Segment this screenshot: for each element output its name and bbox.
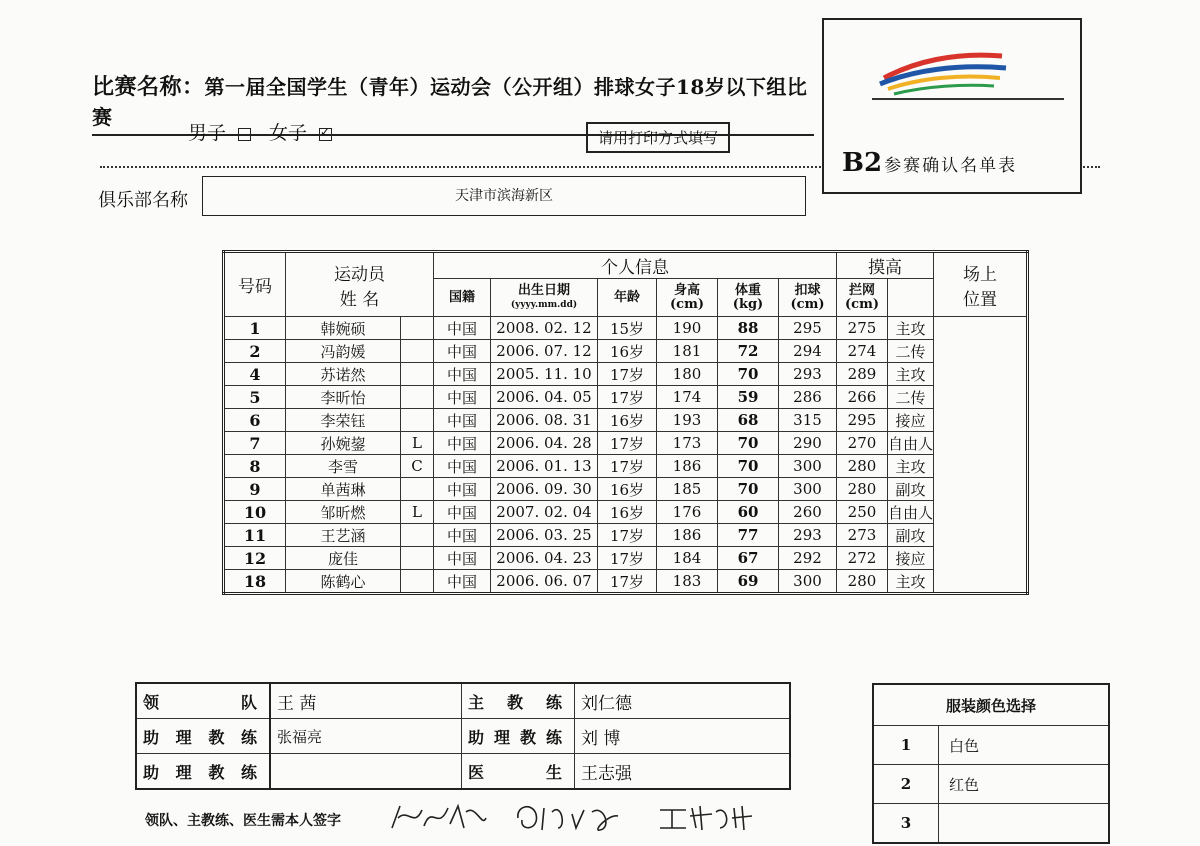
athlete-age: 16岁 — [598, 478, 657, 501]
club-label: 俱乐部名称 — [98, 190, 188, 211]
athlete-nationality: 中国 — [434, 501, 491, 524]
athlete-birth-date: 2006. 04. 28 — [491, 432, 598, 455]
athlete-role — [401, 478, 434, 501]
athlete-role — [401, 570, 434, 594]
athlete-age: 17岁 — [598, 524, 657, 547]
athlete-role — [401, 340, 434, 363]
assistant-coach-1-label: 助理教练 — [136, 719, 270, 754]
table-row — [224, 317, 1028, 340]
athlete-position: 主攻 — [888, 363, 934, 386]
athlete-birth-date: 2006. 07. 12 — [491, 340, 598, 363]
gender-selection — [188, 118, 350, 145]
header-weight — [718, 279, 779, 317]
athlete-name: 庞佳 — [286, 547, 401, 570]
header-athlete-line2: 姓 名 — [339, 289, 380, 310]
table-row — [224, 386, 1028, 409]
athlete-number: 11 — [224, 524, 286, 547]
athlete-name: 孙婉鋆 — [286, 432, 401, 455]
athlete-name: 单茜琳 — [286, 478, 401, 501]
athlete-birth-date: 2006. 09. 30 — [491, 478, 598, 501]
header-weight-unit: (kg) — [732, 296, 764, 312]
athlete-weight: 70 — [718, 455, 779, 478]
header-weight-label: 体重 — [734, 282, 761, 298]
athlete-nationality: 中国 — [434, 432, 491, 455]
athlete-role — [401, 524, 434, 547]
header-spike-label: 扣球 — [794, 282, 821, 298]
roster-body — [224, 317, 1028, 594]
athlete-height: 174 — [657, 386, 718, 409]
athlete-name: 邹昕燃 — [286, 501, 401, 524]
athlete-birth-date: 2006. 01. 13 — [491, 455, 598, 478]
male-label: 男子 — [188, 122, 227, 144]
head-coach-value: 刘仁德 — [575, 683, 791, 719]
athlete-weight: 60 — [718, 501, 779, 524]
color-option-number: 2 — [873, 765, 939, 804]
doctor-label: 医生 — [462, 754, 575, 790]
athlete-nationality: 中国 — [434, 547, 491, 570]
athlete-number: 18 — [224, 570, 286, 594]
athlete-spike-reach: 293 — [779, 363, 837, 386]
head-coach-label: 主教练 — [462, 683, 575, 719]
athlete-weight: 67 — [718, 547, 779, 570]
table-row — [224, 409, 1028, 432]
color-option-value: 白色 — [939, 726, 1110, 765]
athlete-height: 193 — [657, 409, 718, 432]
table-row — [224, 570, 1028, 594]
assistant-coach-1-value: 张福亮 — [270, 719, 462, 754]
athlete-role — [401, 317, 434, 340]
athlete-birth-date: 2006. 04. 05 — [491, 386, 598, 409]
signature-1 — [388, 798, 488, 838]
athlete-age: 17岁 — [598, 386, 657, 409]
athlete-nationality: 中国 — [434, 455, 491, 478]
athlete-birth-date: 2006. 08. 31 — [491, 409, 598, 432]
athlete-number: 9 — [224, 478, 286, 501]
athlete-position: 主攻 — [888, 570, 934, 594]
athlete-number: 2 — [224, 340, 286, 363]
athlete-block-reach: 273 — [837, 524, 888, 547]
header-height-unit: (cm) — [670, 296, 704, 312]
header-height — [657, 279, 718, 317]
athlete-block-reach: 270 — [837, 432, 888, 455]
athlete-position: 自由人 — [888, 432, 934, 455]
athlete-height: 186 — [657, 524, 718, 547]
athlete-spike-reach: 294 — [779, 340, 837, 363]
athlete-nationality: 中国 — [434, 478, 491, 501]
athlete-age: 17岁 — [598, 363, 657, 386]
header-nationality: 国籍 — [434, 279, 491, 317]
athlete-position: 副攻 — [888, 478, 934, 501]
athlete-birth-date: 2005. 11. 10 — [491, 363, 598, 386]
athlete-name: 王艺涵 — [286, 524, 401, 547]
athlete-block-reach: 280 — [837, 478, 888, 501]
competition-name: 第一届全国学生（青年）运动会（公开组）排球女子18岁以下组比赛 — [92, 75, 808, 129]
athlete-birth-date: 2006. 06. 07 — [491, 570, 598, 594]
athlete-weight: 69 — [718, 570, 779, 594]
female-label: 女子 — [269, 122, 308, 144]
athlete-age: 17岁 — [598, 570, 657, 594]
assistant-coach-3-value: 刘 博 — [575, 719, 791, 754]
form-code: B2 — [842, 148, 883, 178]
athlete-birth-date: 2007. 02. 04 — [491, 501, 598, 524]
athlete-spike-reach: 260 — [779, 501, 837, 524]
athlete-block-reach: 280 — [837, 455, 888, 478]
doctor-value: 王志强 — [575, 754, 791, 790]
athlete-number: 1 — [224, 317, 286, 340]
athlete-age: 16岁 — [598, 340, 657, 363]
table-row — [224, 501, 1028, 524]
form-id-box — [822, 18, 1082, 194]
male-checkbox[interactable] — [238, 128, 251, 141]
athlete-position: 主攻 — [888, 455, 934, 478]
leader-value: 王 茜 — [270, 683, 462, 719]
athlete-number: 5 — [224, 386, 286, 409]
athlete-position: 接应 — [888, 547, 934, 570]
leader-label: 领队 — [136, 683, 270, 719]
print-note: 请用打印方式填写 — [586, 122, 730, 153]
assistant-coach-2-value — [270, 754, 462, 790]
athlete-age: 17岁 — [598, 455, 657, 478]
header-height-label: 身高 — [673, 282, 700, 298]
athlete-height: 185 — [657, 478, 718, 501]
header-spike — [779, 279, 837, 317]
table-row — [224, 363, 1028, 386]
header-birth — [491, 279, 598, 317]
athlete-number: 10 — [224, 501, 286, 524]
athlete-height: 184 — [657, 547, 718, 570]
athlete-birth-date: 2008. 02. 12 — [491, 317, 598, 340]
athlete-position: 自由人 — [888, 501, 934, 524]
athlete-weight: 68 — [718, 409, 779, 432]
header-number: 号码 — [224, 252, 286, 317]
athlete-age: 16岁 — [598, 409, 657, 432]
header-athlete-line1: 运动员 — [334, 264, 385, 285]
signature-3 — [656, 798, 756, 838]
color-option-value: 红色 — [939, 765, 1110, 804]
athlete-weight: 59 — [718, 386, 779, 409]
uniform-color-table — [872, 683, 1110, 844]
table-row — [224, 340, 1028, 363]
athlete-block-reach: 250 — [837, 501, 888, 524]
athlete-role: L — [401, 501, 434, 524]
athlete-birth-date: 2006. 04. 23 — [491, 547, 598, 570]
athlete-number: 4 — [224, 363, 286, 386]
athlete-spike-reach: 300 — [779, 478, 837, 501]
athlete-nationality: 中国 — [434, 409, 491, 432]
athlete-height: 180 — [657, 363, 718, 386]
athlete-height: 173 — [657, 432, 718, 455]
athlete-weight: 88 — [718, 317, 779, 340]
logo-underline — [872, 98, 1064, 100]
athlete-nationality: 中国 — [434, 317, 491, 340]
athlete-age: 17岁 — [598, 547, 657, 570]
header-position — [934, 252, 1028, 317]
athlete-position: 副攻 — [888, 524, 934, 547]
header-spike-unit: (cm) — [790, 296, 825, 312]
athlete-height: 183 — [657, 570, 718, 594]
staff-table — [135, 682, 791, 790]
athlete-spike-reach: 293 — [779, 524, 837, 547]
athlete-weight: 72 — [718, 340, 779, 363]
header-age: 年龄 — [598, 279, 657, 317]
athlete-name: 李昕怡 — [286, 386, 401, 409]
athlete-height: 181 — [657, 340, 718, 363]
athlete-spike-reach: 315 — [779, 409, 837, 432]
assistant-coach-2-label: 助理教练 — [136, 754, 270, 790]
athlete-role — [401, 409, 434, 432]
competition-label: 比赛名称： — [92, 74, 205, 100]
signature-2 — [512, 798, 622, 838]
athlete-name: 陈鹤心 — [286, 570, 401, 594]
athlete-role — [401, 363, 434, 386]
athlete-nationality: 中国 — [434, 386, 491, 409]
club-name-field: 天津市滨海新区 — [202, 176, 806, 216]
athlete-role: L — [401, 432, 434, 455]
athlete-block-reach: 289 — [837, 363, 888, 386]
table-row — [224, 455, 1028, 478]
athlete-number: 6 — [224, 409, 286, 432]
header-position-line2: 位置 — [963, 289, 998, 310]
table-row — [224, 478, 1028, 501]
athlete-spike-reach: 290 — [779, 432, 837, 455]
athlete-name: 苏诺然 — [286, 363, 401, 386]
games-logo — [874, 42, 1014, 98]
athlete-nationality: 中国 — [434, 524, 491, 547]
color-option-value — [939, 804, 1110, 844]
athlete-block-reach: 275 — [837, 317, 888, 340]
color-option-number: 1 — [873, 726, 939, 765]
athlete-birth-date: 2006. 03. 25 — [491, 524, 598, 547]
color-option-number: 3 — [873, 804, 939, 844]
athlete-number: 8 — [224, 455, 286, 478]
header-personal-info: 个人信息 — [434, 252, 837, 279]
athlete-nationality: 中国 — [434, 570, 491, 594]
athlete-weight: 70 — [718, 363, 779, 386]
athlete-block-reach: 280 — [837, 570, 888, 594]
athlete-block-reach: 266 — [837, 386, 888, 409]
table-row — [224, 432, 1028, 455]
athlete-role — [401, 547, 434, 570]
form-title-text: 参赛确认名单表 — [884, 156, 1018, 176]
athlete-height: 190 — [657, 317, 718, 340]
athlete-age: 17岁 — [598, 432, 657, 455]
athlete-block-reach: 272 — [837, 547, 888, 570]
athlete-age: 16岁 — [598, 501, 657, 524]
header-athlete — [286, 252, 434, 317]
athlete-position: 主攻 — [888, 317, 934, 340]
athlete-name: 韩婉硕 — [286, 317, 401, 340]
athlete-number: 7 — [224, 432, 286, 455]
athlete-spike-reach: 300 — [779, 570, 837, 594]
athlete-role: C — [401, 455, 434, 478]
header-block-label: 拦网 — [848, 282, 875, 298]
signature-note: 领队、主教练、医生需本人签字 — [145, 813, 341, 829]
athlete-spike-reach: 300 — [779, 455, 837, 478]
athlete-height: 176 — [657, 501, 718, 524]
athlete-number: 12 — [224, 547, 286, 570]
header-block-unit: (cm) — [845, 296, 879, 312]
athlete-nationality: 中国 — [434, 340, 491, 363]
athlete-name: 冯韵媛 — [286, 340, 401, 363]
header-birth-label: 出生日期 — [517, 282, 570, 298]
athlete-weight: 77 — [718, 524, 779, 547]
table-row — [224, 547, 1028, 570]
athlete-block-reach: 274 — [837, 340, 888, 363]
uniform-color-title: 服装颜色选择 — [873, 684, 1109, 726]
athlete-spike-reach: 292 — [779, 547, 837, 570]
athlete-age: 15岁 — [598, 317, 657, 340]
table-row — [224, 524, 1028, 547]
header-reach: 摸高 — [837, 252, 934, 279]
athlete-weight: 70 — [718, 478, 779, 501]
form-title — [842, 148, 1017, 178]
athlete-name: 李雪 — [286, 455, 401, 478]
athlete-role — [401, 386, 434, 409]
athlete-spike-reach: 286 — [779, 386, 837, 409]
athlete-spike-reach: 295 — [779, 317, 837, 340]
header-position-line1: 场上 — [963, 264, 998, 285]
athlete-position: 接应 — [888, 409, 934, 432]
female-checkbox[interactable] — [319, 128, 332, 141]
athlete-block-reach: 295 — [837, 409, 888, 432]
athlete-nationality: 中国 — [434, 363, 491, 386]
athlete-name: 李荣钰 — [286, 409, 401, 432]
assistant-coach-3-label: 助理教练 — [462, 719, 575, 754]
roster-table — [222, 250, 1029, 595]
header-block — [837, 279, 888, 317]
athlete-weight: 70 — [718, 432, 779, 455]
athlete-height: 186 — [657, 455, 718, 478]
header-birth-format: (yyyy.mm.dd) — [510, 299, 578, 310]
athlete-position: 二传 — [888, 340, 934, 363]
athlete-position: 二传 — [888, 386, 934, 409]
